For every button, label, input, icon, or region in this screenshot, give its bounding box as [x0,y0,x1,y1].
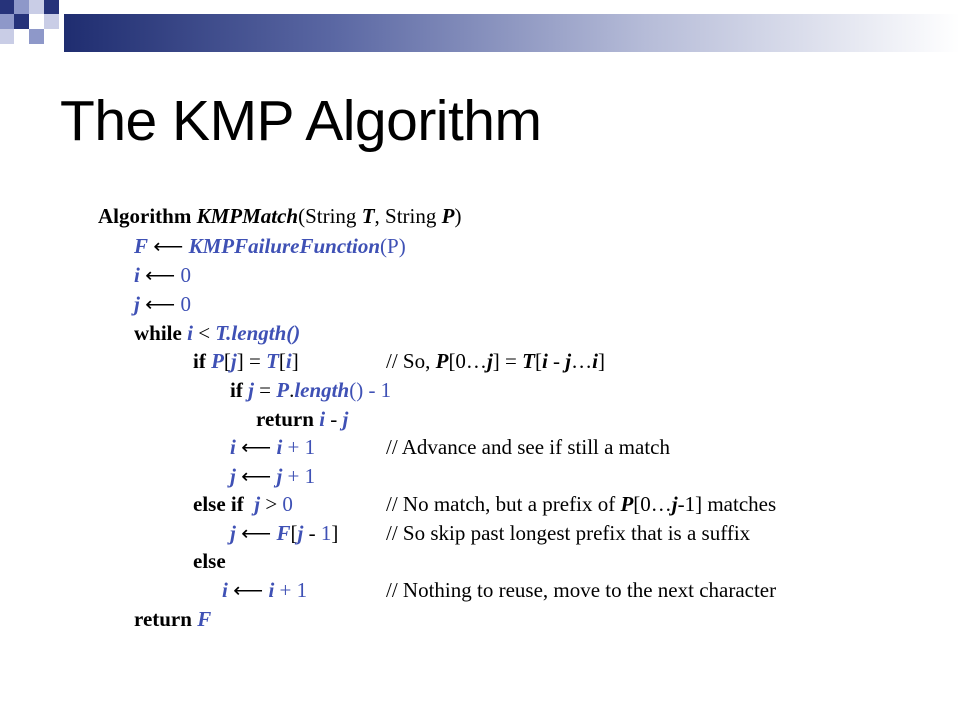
code-comment: // Advance and see if still a match [386,435,670,459]
code-line: return F [134,607,212,631]
code-line: else if j > 0 [193,492,293,516]
code-line: return i - j [256,407,349,431]
slide-title: The KMP Algorithm [60,89,542,153]
keyword: Algorithm [98,204,192,228]
code-line: if P[j] = T[i] [193,349,299,373]
code-comment: // Nothing to reuse, move to the next character [386,578,777,602]
code-line: i ⟵ 0 [134,263,191,287]
code-line: else [193,549,226,573]
code-comment: // So, P[0…j] = T[i - j…i] [386,349,605,373]
code-line: i ⟵ i + 1 [222,578,308,602]
code-comment: // No match, but a prefix of P[0…j-1] matches [386,492,777,516]
params: (String T, String P) [298,204,462,228]
code-line: j ⟵ F[j - 1] [230,521,339,545]
function-name: KMPMatch [196,204,299,228]
code-line: i ⟵ i + 1 [230,435,316,459]
code-line: F ⟵ KMPFailureFunction(P) [134,234,406,258]
code-comment: // So skip past longest prefix that is a suffix [386,521,751,545]
code-line: while i < T.length() [134,321,301,345]
code-line-header [98,202,461,230]
code-line: j ⟵ 0 [134,292,191,316]
code-line: j ⟵ j + 1 [230,464,316,488]
code-line: if j = P.length() - 1 [230,378,392,402]
